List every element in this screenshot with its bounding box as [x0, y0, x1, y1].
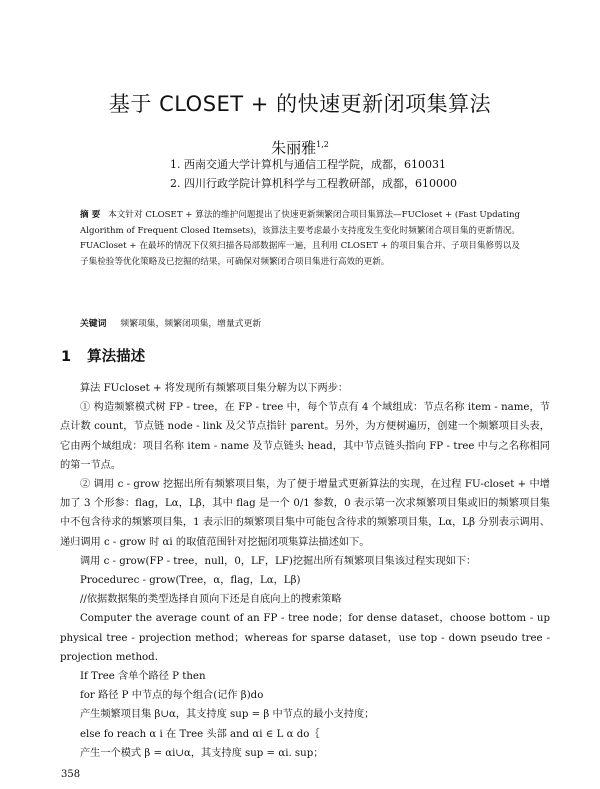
affiliation-2: 2. 四川行政学院计算机科学与工程教研部，成都，610000	[170, 177, 457, 190]
keywords-label: 关键词	[80, 319, 107, 329]
code-line: 产生频繁项目集 β∪α，其支持度 sup = β 中节点的最小支持度；	[80, 709, 375, 721]
section-number: 1	[61, 349, 72, 365]
body-paragraph: 算法 FUcloset + 将发现所有频繁项目集分解为以下两步：	[80, 383, 349, 394]
author-name: 朱丽雅	[271, 139, 317, 157]
code-line: else fo reach α i 在 Tree 头部 and αi ∈ L α do｛	[80, 728, 320, 740]
code-line: 产生一个模式 β = αi∪α，其支持度 sup = αi. sup；	[80, 747, 324, 759]
code-comment: //依据数据集的类型选择自顶向下还是自底向上的搜索策略	[80, 594, 342, 606]
page-number: 358	[61, 769, 81, 780]
section-title: 算法描述	[87, 349, 146, 365]
section-heading	[61, 345, 145, 366]
code-line: for 路径 P 中节点的每个组合(记作 β)do	[80, 690, 264, 702]
author-line	[0, 137, 600, 158]
abstract-text: 本文针对 CLOSET + 算法的维护问题提出了快速更新频繁闭合项目集算法—FUCloset + (Fast Updating Algorithm of Frequent Closed Itemsets)，该算法主要考虑最小支持度发生变化时频繁闭合项目集的更新情况。FUACloset + 在最坏的情况下仅须扫描各局部数据库一遍，且利用 CLOSET + 的项目集合并、子项目集修剪以及子集检验等优化策略及已挖掘的结果，可确保对频繁闭合项目集进行高效的更新。	[80, 210, 520, 267]
code-line: Procedurec - grow(Tree，α，flag，Lα，Lβ)	[80, 575, 301, 587]
code-line: If Tree 含单个路径 P then	[80, 671, 206, 683]
abstract-label: 摘 要	[80, 210, 101, 220]
body-text	[60, 379, 550, 763]
keywords-text: 频繁项集，频繁闭项集，增量式更新	[120, 319, 262, 329]
affiliation-1: 1. 西南交通大学计算机与通信工程学院，成都，610031	[170, 158, 446, 171]
author-affiliation-marks: 1,2	[316, 140, 329, 149]
keywords	[80, 316, 520, 329]
body-paragraph: 调用 c - grow(FP - tree，null，0，LF，LF)挖掘出所有频繁项目集该过程实现如下：	[80, 555, 477, 567]
body-paragraph: ① 构造频繁模式树 FP - tree，在 FP - tree 中，每个节点有 4 个域组成：节点名称 item - name，节点计数 count，节点链 node - link 及父节点指针 parent。另外，为方便树遍历，创建一个频繁项目头表，它由两个域组成：项目名称 item - name 及节点链头 head，其中节点链头指向 FP - tree 中与之名称相同的第一节点。	[60, 402, 550, 471]
paper-title: 基于 CLOSET + 的快速更新闭项集算法	[108, 92, 492, 116]
abstract	[80, 208, 520, 270]
body-paragraph: ② 调用 c - grow 挖掘出所有频繁项目集，为了便于增量式更新算法的实现，在过程 FU-closet + 中增加了 3 个形参：flag，Lα，Lβ，其中 flag 是一个 0/1 参数，0 表示第一次求频繁项目集或旧的频繁项目集中不包含待求的频繁项目集，1 表示旧的频繁项目集中可能包含待求的频繁项目集，Lα，Lβ 分别表示调用、递归调用 c - grow 时 αi 的取值范围针对挖掘闭项集算法描述如下。	[60, 479, 550, 548]
body-paragraph: Computer the average count of an FP - tree node；for dense dataset，choose bottom - up physical tree - projection method；whereas for sparse dataset，use top - down pseudo tree - projection method.	[60, 613, 550, 663]
